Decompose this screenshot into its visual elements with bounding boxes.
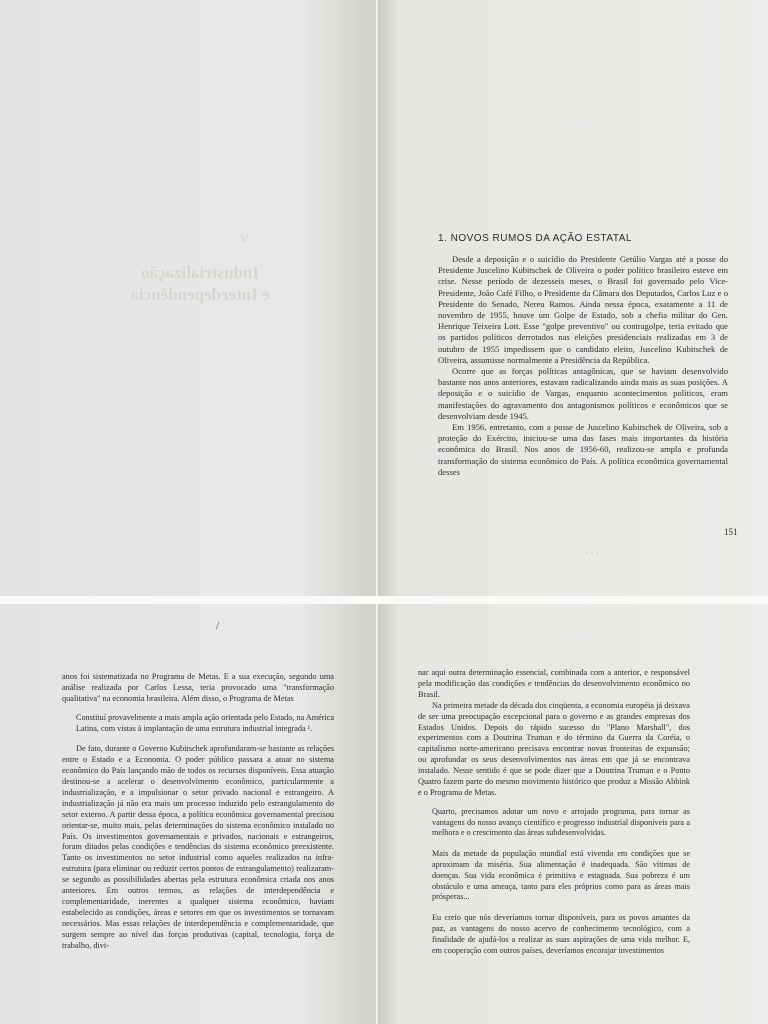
left-page-body xyxy=(62,672,334,952)
pencil-mark: / xyxy=(216,620,220,632)
page-number: 151 xyxy=(724,527,738,537)
ghost-title-line: Industrialização xyxy=(140,263,260,282)
section-heading: 1. NOVOS RUMOS DA AÇÃO ESTATAL xyxy=(438,233,632,244)
right-page-body xyxy=(418,668,690,966)
paragraph: Desde a deposição e o suicídio do Presidente Getúlio Vargas até a posse do Presidente Juscelino Kubitschek de Oliveira o poder político brasileiro esteve em crise. Nesse período de dezesseis meses, o Brasil foi governado pelo Vice-Presidente, João Café Filho, o Presidente da Câmara dos Deputados, Carlos Luz e o Presidente do Senado, Nereu Ramos. Ainda nessa época, exatamente a 11 de novembro de 1955, houve um Golpe de Estado, sob a chefia militar do Gen. Henrique Teixeira Lott. Esse "golpe preventivo" ou contragolpe, teria evitado que os partidos políticos derrotados nas eleições presidenciais realizadas em 3 de outubro de 1955 impedissem que o candidato eleito, Juscelino Kubitschek de Oliveira, assumisse normalmente a Presidência da República. xyxy=(438,254,728,365)
scan-divider xyxy=(0,596,768,604)
ink-smudge: · ˏ ˏ ˏ ˏ xyxy=(580,548,605,554)
quotation: Quarto, precisamos adotar um novo e arrojado programa, para tornar as vantagens do nosso avanço científico e progresso industrial disponíveis para a melhora e o crescimento das áreas subdesenvolvidas. xyxy=(432,806,690,838)
ghost-chapter-title xyxy=(130,262,270,306)
page-gutter-shadow xyxy=(358,0,376,596)
quotation: Constituí provavelmente a mais ampla ação orientada pelo Estado, na América Latina, com vistas à implantação de uma estrutura industrial integrada ¹. xyxy=(76,712,334,733)
paragraph: Ocorre que as forças políticas antagônicas, que se haviam desenvolvido bastante nos anos anteriores, estavam radicalizando ainda mais as suas posições. A deposição e o suicídio de Vargas, enquanto acontecimentos políticos, eram manifestações do agravamento dos antagonismos políticos e econômicos que se desenvolviam desde 1945. xyxy=(438,366,728,421)
paragraph: Na primeira metade da década dos cinqüenta, a economia européia já deixava de ser uma preocupação excepcional para o governo e as grandes empresas dos Estados Unidos. Depois do rápido sucesso do "Plano Marshall", dos experimentos com a Doutrina Truman e do término da Guerra da Coréia, o capitalismo norte-americano precisava encontrar novas fronteiras de expansão; ou aprofundar os seus desenvolvimentos nas áreas em que já se encontrava instalado. Nesse sentido é que se pode dizer que a Doutrina Truman e o Ponto Quatro fazem parte do mesmo movimento histórico que produz a Missão Abbink e o Programa de Metas. xyxy=(418,700,690,797)
quotation: Mais da metade da população mundial está vivendo em condições que se aproximam da miséria. Sua alimentação é inadequada. São vítimas de doenças. Sua vida econômica é primitiva e estagnada. Sua pobreza é um obstáculo e uma ameaça, tanto para eles próprios como para as áreas mais prósperas... xyxy=(432,849,690,902)
paragraph: Em 1956, entretanto, com a posse de Juscelino Kubitschek de Oliveira, sob a proteção do Exército, iniciou-se uma das fases mais importantes da história econômica do Brasil. Nos anos de 1956-60, realizou-se ampla e profunda transformação do sistema econômico do País. A política econômica governamental desses xyxy=(438,422,728,477)
paragraph: anos foi sistematizada no Programa de Metas. E a sua execução, segundo uma análise realizada por Carlos Lessa, teria provocado uma "transformação qualitativa" na economia brasileira. Além disso, o Programa de Metas xyxy=(62,672,334,703)
paragraph: De fato, durante o Governo Kubitschek aprofundaram-se bastante as relações entre o Estado e a Economia. O poder público passara a atuar no sistema econômico do País lançando mão de todos os recursos disponíveis. Essa atuação destinou-se a acelerar o desenvolvimento econômico, particularmente a industrialização, e a impulsionar o setor privado nacional e estrangeiro. A industrialização já não era mais um processo induzido pelo estrangulamento do setor externo. A partir dessa época, a política econômica governamental precisou orientar-se, muito mais, pelas determinações do sistema econômico instalado no País. Os investimentos governamentais e privados, nacionais e estrangeiros, foram ditados pelas condições e tendências do sistema econômico preexistente. Tanto os investimentos no setor industrial como aqueles realizados na infra-estrutura (para eliminar ou reduzir certos pontos de estrangulamento) realizaram-se segundo as possibilidades abertas pela estrutura econômica criada nos anos anteriores. Em outros termos, as relações de interdependência e complementaridade, inerentes a qualquer sistema econômico, haviam estabelecido as condições, áreas e setores em que os investimentos se tornavam necessários. Mas essas relações de interdependência e complementaridade, que surgem sempre ao nível das forças produtivas (capital, tecnologia, força de trabalho, divi- xyxy=(62,744,334,950)
quotation: Eu creio que nós deveríamos tornar disponíveis, para os povos amantes da paz, as vantagens do nosso acervo de conhecimento tecnológico, com a finalidade de ajudá-los a realizar as suas aspirações de uma vida melhor. E, em cooperação com outros países, deveríamos encorajar investimentos xyxy=(432,913,690,955)
ghost-part-number: V xyxy=(240,232,249,246)
section-body xyxy=(438,254,728,478)
left-page-chapter-title xyxy=(0,0,376,596)
page-gutter-shadow xyxy=(358,604,376,1024)
ghost-title-line: e Interdependência xyxy=(130,285,270,304)
paragraph: nar aqui outra determinação essencial, combinada com a anterior, e responsável pela modificação das condições e tendências do desenvolvimento econômico no Brasil. xyxy=(418,668,690,699)
